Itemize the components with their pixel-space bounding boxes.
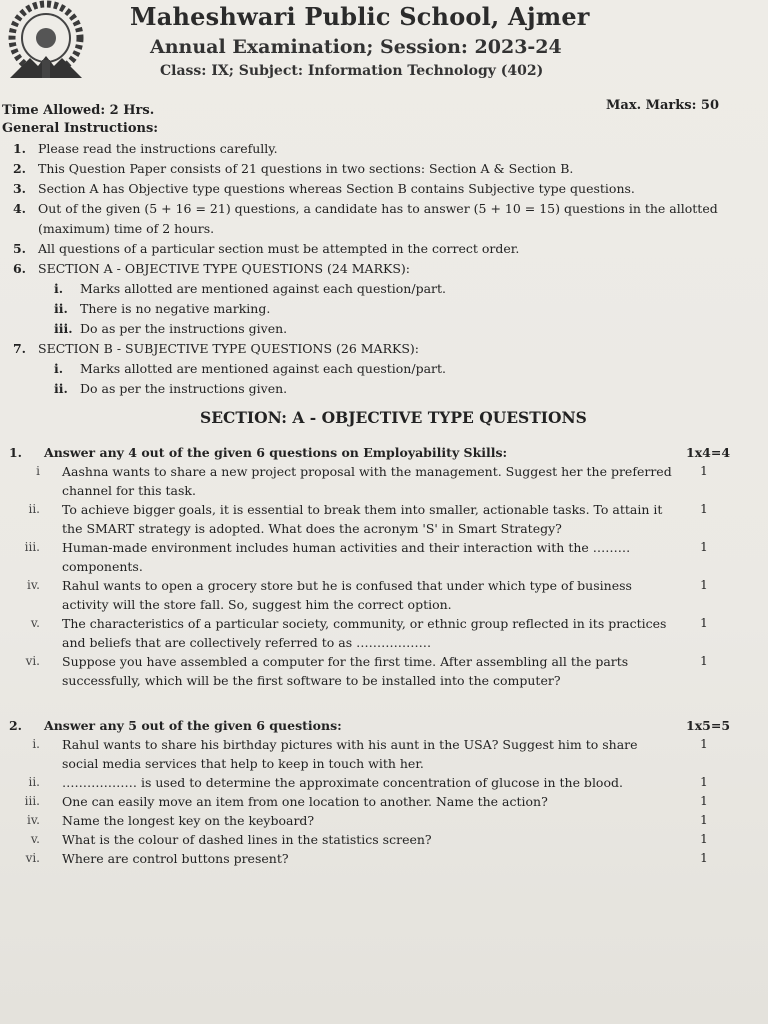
question-header: 1. Answer any 4 out of the given 6 questions on Employability Skills: 1x4=4 bbox=[0, 443, 768, 462]
instruction-item: 1. Please read the instructions carefully. bbox=[12, 141, 278, 156]
question-2 bbox=[0, 716, 768, 868]
instruction-item: 4. Out of the given (5 + 16 = 21) questions, a candidate has to answer (5 + 10 = 15) questions in the allotted (maximum) time of 2 hours. bbox=[12, 201, 718, 236]
question-part: iii. One can easily move an item from one location to another. Name the action? 1 bbox=[24, 794, 708, 809]
class-subject: Class: IX; Subject: Information Technology (402) bbox=[160, 63, 544, 79]
question-1 bbox=[0, 443, 768, 690]
question-part: ii. To achieve bigger goals, it is essential to break them into smaller, actionable tasks. To attain it the SMART strategy is adopted. What does the acronym 'S' in Smart Strategy? 1 bbox=[28, 502, 708, 536]
instruction-item: 6. SECTION A - OBJECTIVE TYPE QUESTIONS (24 MARKS): bbox=[12, 261, 410, 276]
question-marks: 1x4=4 bbox=[686, 445, 731, 460]
instruction-item: 3. Section A has Objective type questions whereas Section B contains Subjective type questions. bbox=[12, 181, 635, 196]
question-part: v. What is the colour of dashed lines in the statistics screen? 1 bbox=[30, 832, 708, 847]
school-name: Maheshwari Public School, Ajmer bbox=[130, 2, 590, 31]
question-part: iii. Human-made environment includes human activities and their interaction with the ……… components. 1 bbox=[24, 540, 708, 574]
question-part: vi. Suppose you have assembled a computer for the first time. After assembling all the parts successfully, which will be the first software to be installed into the computer? 1 bbox=[25, 654, 708, 688]
instruction-subitem: i. Marks allotted are mentioned against each question/part. bbox=[54, 361, 446, 376]
question-part: vi. Where are control buttons present? 1 bbox=[25, 851, 708, 866]
instruction-subitem: ii. There is no negative marking. bbox=[54, 301, 271, 316]
max-marks: Max. Marks: 50 bbox=[606, 98, 720, 113]
instruction-item: 7. SECTION B - SUBJECTIVE TYPE QUESTIONS (26 MARKS): bbox=[12, 341, 419, 356]
instruction-subitem: iii. Do as per the instructions given. bbox=[54, 321, 288, 336]
instruction-subitem: i. Marks allotted are mentioned against each question/part. bbox=[54, 281, 446, 296]
section-a-title: SECTION: A - OBJECTIVE TYPE QUESTIONS bbox=[200, 408, 587, 427]
instruction-item: 5. All questions of a particular section must be attempted in the correct order. bbox=[12, 241, 520, 256]
time-allowed: Time Allowed: 2 Hrs. bbox=[2, 103, 155, 118]
question-part: iv. Name the longest key on the keyboard? 1 bbox=[26, 813, 708, 828]
question-header: 2. Answer any 5 out of the given 6 questions: 1x5=5 bbox=[0, 716, 768, 735]
exam-title: Annual Examination; Session: 2023-24 bbox=[150, 36, 562, 58]
question-marks: 1x5=5 bbox=[686, 718, 731, 733]
instructions-title: General Instructions: bbox=[2, 121, 159, 136]
question-part: ii. ……………… is used to determine the approximate concentration of glucose in the blood. 1 bbox=[28, 775, 708, 790]
instruction-item: 2. This Question Paper consists of 21 questions in two sections: Section A & Section B. bbox=[12, 161, 574, 176]
school-emblem-icon bbox=[2, 0, 94, 92]
general-instructions bbox=[0, 139, 740, 399]
question-part: i Aashna wants to share a new project proposal with the management. Suggest her the preferred channel for this task. 1 bbox=[36, 464, 708, 498]
question-part: iv. Rahul wants to open a grocery store but he is confused that under which type of business activity will the store fall. So, suggest him the correct option. 1 bbox=[26, 578, 708, 612]
question-part: i. Rahul wants to share his birthday pictures with his aunt in the USA? Suggest him to share social media services that help to keep in touch with her. 1 bbox=[32, 737, 708, 771]
instruction-subitem: ii. Do as per the instructions given. bbox=[54, 381, 288, 396]
question-part: v. The characteristics of a particular society, community, or ethnic group reflected in its practices and beliefs that are collectively referred to as ……………… 1 bbox=[30, 616, 708, 650]
